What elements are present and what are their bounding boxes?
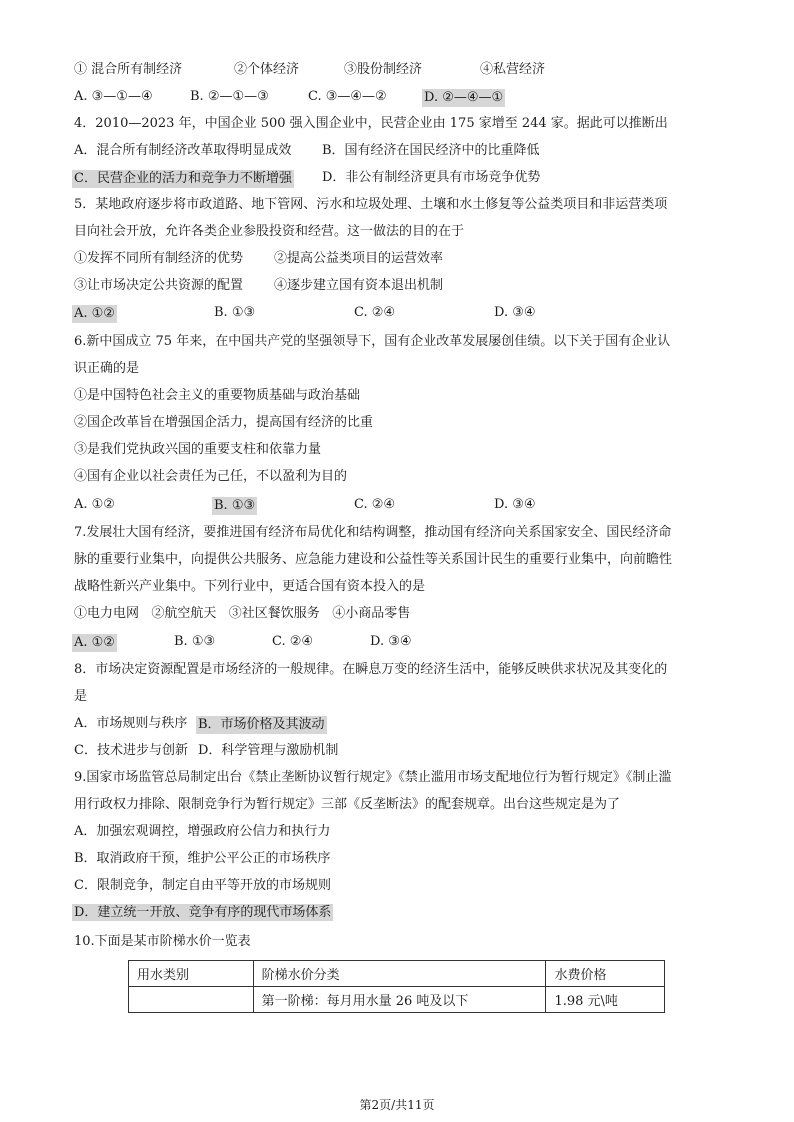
- q8-option-d: D．科学管理与激励机制: [198, 743, 339, 758]
- q7-stem-line1: 7.发展壮大国有经济，要推进国有经济布局优化和结构调整，推动国有经济向关系国家安全、国民经济命: [74, 525, 672, 540]
- q8-option-a: A．市场规则与秩序: [74, 716, 188, 731]
- q3-item-1: ① 混合所有制经济: [74, 62, 183, 77]
- q6-option-a: A. ①②: [74, 497, 115, 512]
- q6-option-c: C. ②④: [354, 497, 396, 512]
- q8-stem-line1: 8．市场决定资源配置是市场经济的一般规律。在瞬息万变的经济生活中，能够反映供求状况及其变化的: [74, 662, 668, 677]
- q7-items: ①电力电网 ②航空航天 ③社区餐饮服务 ④小商品零售: [74, 606, 411, 621]
- q4-option-d: D．非公有制经济更具有市场竞争优势: [322, 170, 541, 185]
- q3-option-a: A. ③—①—④: [74, 89, 153, 104]
- q7-option-d: D. ③④: [370, 634, 412, 649]
- q9-option-d-highlighted: [74, 905, 333, 921]
- q4-stem: 4．2010—2023 年，中国企业 500 强入围企业中，民营企业由 175 家增至 244 家。据此可以推断出: [74, 116, 668, 131]
- q3-item-3: ③股份制经济: [344, 62, 423, 77]
- q7-stem-line3: 战略性新兴产业集中。下列行业中，更适合国有资本投入的是: [74, 579, 426, 594]
- q6-item-4: ④国有企业以社会责任为己任，不以盈利为目的: [74, 469, 348, 484]
- q3-option-c: C. ③—④—②: [308, 89, 387, 104]
- q6-stem-line1: 6.新中国成立 75 年来，在中国共产党的坚强领导下，国有企业改革发展屡创佳绩。以下关于国有企业认: [74, 334, 671, 349]
- q9-option-a: A．加强宏观调控，增强政府公信力和执行力: [74, 824, 331, 839]
- q5-item-3: ③让市场决定公共资源的配置: [74, 278, 244, 293]
- q6-item-1: ①是中国特色社会主义的重要物质基础与政治基础: [74, 388, 361, 403]
- table-header-cell: 水费价格: [546, 961, 665, 987]
- table-cell: 第一阶梯：每月用水量 26 吨及以下: [253, 987, 546, 1013]
- table-row: [129, 987, 665, 1013]
- q3-item-2: ②个体经济: [234, 62, 300, 77]
- q4-option-c-highlighted: C．民营企业的活力和竞争力不断增强: [74, 171, 292, 186]
- q4-option-b: B．国有经济在国民经济中的比重降低: [322, 143, 540, 158]
- q3-option-d-highlighted: D. ②—④—①: [424, 90, 504, 105]
- q8-option-c: C．技术进步与创新: [74, 743, 188, 758]
- q7-option-a-highlighted: A. ①②: [74, 635, 115, 650]
- q8-option-b-highlighted: B．市场价格及其波动: [198, 717, 325, 732]
- q6-item-3: ③是我们党执政兴国的重要支柱和依靠力量: [74, 442, 322, 457]
- q8-stem-line2: 是: [74, 689, 88, 704]
- q6-item-2: ②国企改革旨在增强国企活力，提高国有经济的比重: [74, 415, 374, 430]
- q9-option-c: C．限制竞争，制定自由平等开放的市场规则: [74, 878, 331, 893]
- q5-item-4: ④逐步建立国有资本退出机制: [274, 278, 444, 293]
- table-header-cell: 用水类别: [129, 961, 254, 987]
- q4-option-a: A．混合所有制经济改革取得明显成效: [74, 143, 292, 158]
- q5-option-a-highlighted: A. ①②: [74, 306, 115, 321]
- table-header-cell: 阶梯水价分类: [253, 961, 546, 987]
- q9-stem-line1: 9.国家市场监管总局制定出台《禁止垄断协议暂行规定》《禁止滥用市场支配地位行为暂行规定》《制止滥: [74, 770, 672, 785]
- q5-option-d: D. ③④: [494, 305, 536, 320]
- q7-option-b: B. ①③: [174, 634, 216, 649]
- q10-stem: 10.下面是某市阶梯水价一览表: [74, 934, 251, 949]
- q7-option-c: C. ②④: [272, 634, 314, 649]
- table-cell: [129, 987, 254, 1013]
- q5-option-b: B. ①③: [214, 305, 256, 320]
- page-number-footer: 第2页/共11页: [359, 1098, 435, 1112]
- q5-option-c: C. ②④: [354, 305, 396, 320]
- table-cell: 1.98 元\吨: [546, 987, 665, 1013]
- q9-stem-line2: 用行政权力排除、限制竞争行为暂行规定》三部《反垄断法》的配套规章。出台这些规定是为了: [74, 797, 621, 812]
- q7-stem-line2: 脉的重要行业集中，向提供公共服务、应急能力建设和公益性等关系国计民生的重要行业集中，向前瞻性: [74, 552, 673, 567]
- q5-stem-line1: 5．某地政府逐步将市政道路、地下管网、污水和垃圾处理、土壤和水土修复等公益类项目和非运营类项: [74, 197, 668, 212]
- q3-item-4: ④私营经济: [480, 62, 546, 77]
- q5-stem-line2: 目向社会开放，允许各类企业参股投资和经营。这一做法的目的在于: [74, 224, 465, 239]
- water-price-table: [128, 960, 665, 1013]
- q5-item-2: ②提高公益类项目的运营效率: [274, 251, 444, 266]
- q9-option-b: B．取消政府干预，维护公平公正的市场秩序: [74, 851, 331, 866]
- q6-stem-line2: 识正确的是: [74, 361, 140, 376]
- table-header-row: [129, 961, 665, 987]
- q6-option-b-highlighted: B. ①③: [214, 498, 256, 513]
- q9-option-d-text: D．建立统一开放、竞争有序的现代市场体系: [74, 905, 332, 920]
- q6-option-d: D. ③④: [494, 497, 536, 512]
- q5-item-1: ①发挥不同所有制经济的优势: [74, 251, 244, 266]
- q3-option-b: B. ②—①—③: [190, 89, 269, 104]
